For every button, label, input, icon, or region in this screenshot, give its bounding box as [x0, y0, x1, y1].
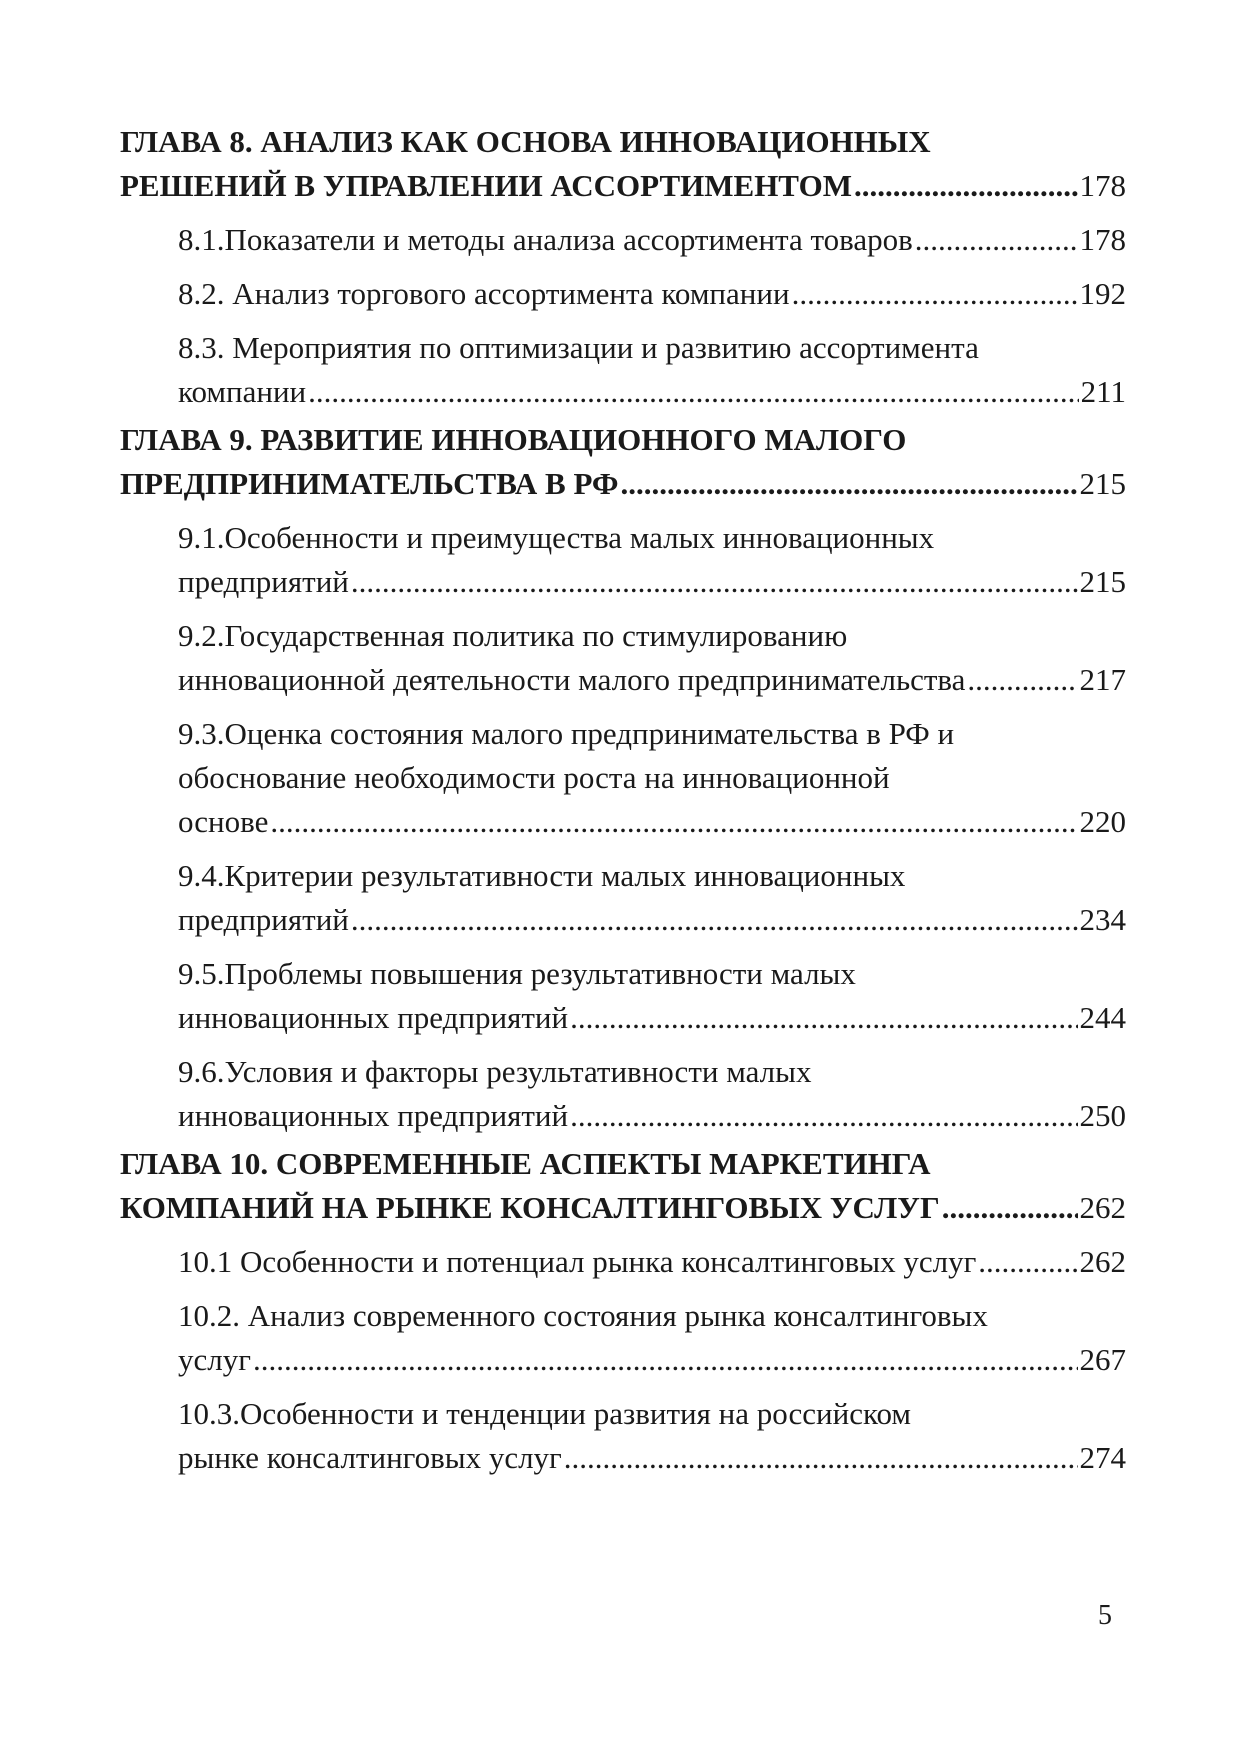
toc-section[interactable]	[120, 272, 1126, 316]
toc-chapter[interactable]	[120, 120, 1126, 208]
dot-leader	[621, 462, 1078, 506]
dot-leader	[308, 370, 1079, 414]
toc-page-number: 262	[1079, 1244, 1126, 1279]
toc-entry-title-line: ГЛАВА 8. АНАЛИЗ КАК ОСНОВА ИННОВАЦИОННЫХ	[120, 124, 931, 159]
dot-leader	[915, 218, 1078, 262]
dot-leader	[270, 800, 1077, 844]
toc-section[interactable]	[120, 614, 1126, 702]
toc-page-number: 215	[1079, 466, 1126, 501]
toc-entry-title-line: 9.2.Государственная политика по стимулированию	[178, 618, 848, 653]
toc-page-number: 217	[1079, 662, 1126, 697]
toc-entry-last-line	[178, 898, 1126, 942]
toc-entry-title-line: КОМПАНИЙ НА РЫНКЕ КОНСАЛТИНГОВЫХ УСЛУГ	[120, 1190, 940, 1225]
toc-section[interactable]	[120, 326, 1126, 414]
toc-section[interactable]	[120, 854, 1126, 942]
toc-entry-title-line: 9.3.Оценка состояния малого предпринимательства в РФ и	[178, 716, 955, 751]
toc-section[interactable]	[120, 952, 1126, 1040]
toc-page-number: 234	[1079, 902, 1126, 937]
toc-entry-last-line	[178, 658, 1126, 702]
toc-entry-title-line: предприятий	[178, 564, 349, 599]
table-of-contents	[120, 120, 1126, 1480]
toc-entry-last-line	[120, 164, 1126, 208]
toc-entry-last-line	[120, 462, 1126, 506]
toc-entry-title-line: основе	[178, 804, 269, 839]
toc-entry-title-line: инновационных предприятий	[178, 1000, 569, 1035]
toc-entry-title-line: 10.2. Анализ современного состояния рынка консалтинговых	[178, 1298, 988, 1333]
toc-entry-title-line: инновационной деятельности малого предпринимательства	[178, 662, 966, 697]
toc-entry-last-line	[178, 996, 1126, 1040]
toc-entry-last-line	[178, 560, 1126, 604]
dot-leader	[942, 1186, 1078, 1230]
toc-chapter[interactable]	[120, 1142, 1126, 1230]
toc-entry-title-line: 10.1 Особенности и потенциал рынка консалтинговых услуг	[178, 1244, 977, 1279]
dot-leader	[854, 164, 1078, 208]
toc-page-number: 220	[1079, 804, 1126, 839]
toc-entry-title-line: ПРЕДПРИНИМАТЕЛЬСТВА В РФ	[120, 466, 619, 501]
toc-page-number: 192	[1079, 276, 1126, 311]
toc-section[interactable]	[120, 1050, 1126, 1138]
toc-entry-title-line: 9.1.Особенности и преимущества малых инновационных	[178, 520, 935, 555]
toc-section[interactable]	[120, 1294, 1126, 1382]
toc-entry-title-line: 9.5.Проблемы повышения результативности малых	[178, 956, 856, 991]
dot-leader	[570, 1094, 1077, 1138]
dot-leader	[351, 560, 1078, 604]
toc-entry-last-line	[178, 272, 1126, 316]
toc-entry-last-line	[178, 1240, 1126, 1284]
toc-entry-title-line: 8.2. Анализ торгового ассортимента компании	[178, 276, 790, 311]
toc-entry-title-line: РЕШЕНИЙ В УПРАВЛЕНИИ АССОРТИМЕНТОМ	[120, 168, 852, 203]
toc-entry-title-line: 9.6.Условия и факторы результативности малых	[178, 1054, 812, 1089]
toc-entry-last-line	[178, 218, 1126, 262]
toc-section[interactable]	[120, 712, 1126, 844]
toc-page-number: 267	[1079, 1342, 1126, 1377]
toc-page-number: 215	[1079, 564, 1126, 599]
toc-page-number: 262	[1079, 1190, 1126, 1225]
toc-page-number: 274	[1079, 1440, 1126, 1475]
toc-page-number: 178	[1079, 168, 1126, 203]
toc-entry-last-line	[178, 370, 1126, 414]
toc-entry-title-line: предприятий	[178, 902, 349, 937]
dot-leader	[978, 1240, 1077, 1284]
toc-section[interactable]	[120, 1240, 1126, 1284]
toc-entry-title-line: 8.1.Показатели и методы анализа ассортимента товаров	[178, 222, 913, 257]
toc-entry-title-line: ГЛАВА 10. СОВРЕМЕННЫЕ АСПЕКТЫ МАРКЕТИНГА	[120, 1146, 931, 1181]
toc-entry-title-line: 8.3. Мероприятия по оптимизации и развитию ассортимента	[178, 330, 979, 365]
page-number: 5	[1098, 1600, 1112, 1631]
toc-entry-title-line: инновационных предприятий	[178, 1098, 569, 1133]
toc-entry-last-line	[178, 1436, 1126, 1480]
toc-entry-last-line	[178, 1094, 1126, 1138]
toc-entry-title-line: 10.3.Особенности и тенденции развития на российском	[178, 1396, 911, 1431]
toc-entry-title-line: рынке консалтинговых услуг	[178, 1440, 562, 1475]
toc-entry-last-line	[120, 1186, 1126, 1230]
dot-leader	[253, 1338, 1078, 1382]
dot-leader	[564, 1436, 1078, 1480]
dot-leader	[351, 898, 1078, 942]
toc-page-number: 211	[1080, 374, 1126, 409]
toc-section[interactable]	[120, 516, 1126, 604]
toc-entry-title-line: 9.4.Критерии результативности малых инновационных	[178, 858, 906, 893]
dot-leader	[967, 658, 1077, 702]
toc-page-number: 244	[1079, 1000, 1126, 1035]
toc-entry-last-line	[178, 1338, 1126, 1382]
toc-page-number: 250	[1079, 1098, 1126, 1133]
toc-entry-title-line: компании	[178, 374, 307, 409]
toc-section[interactable]	[120, 1392, 1126, 1480]
toc-entry-last-line	[178, 800, 1126, 844]
toc-chapter[interactable]	[120, 418, 1126, 506]
toc-entry-title-line: услуг	[178, 1342, 251, 1377]
dot-leader	[570, 996, 1077, 1040]
toc-entry-title-line: обоснование необходимости роста на инновационной	[178, 760, 890, 795]
toc-entry-title-line: ГЛАВА 9. РАЗВИТИЕ ИННОВАЦИОННОГО МАЛОГО	[120, 422, 907, 457]
dot-leader	[792, 272, 1078, 316]
toc-section[interactable]	[120, 218, 1126, 262]
toc-page-number: 178	[1079, 222, 1126, 257]
